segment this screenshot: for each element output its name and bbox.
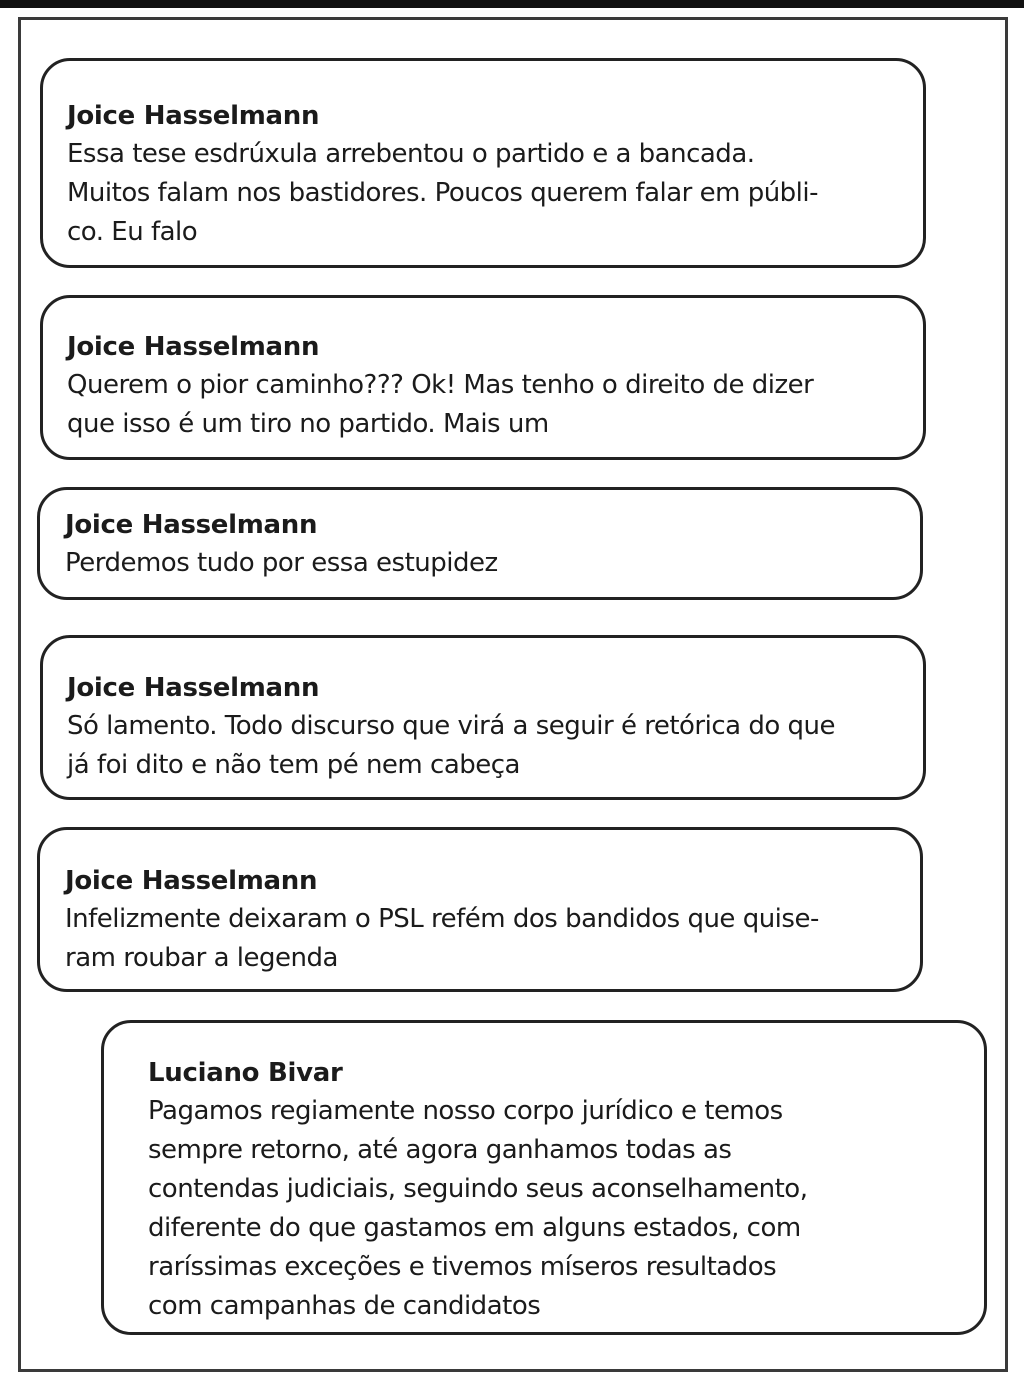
message-author: Joice Hasselmann xyxy=(67,332,320,362)
message-text xyxy=(65,900,896,978)
message-line: Perdemos tudo por essa estupidez xyxy=(65,548,498,578)
message-line: Pagamos regiamente nosso corpo jurídico e temos xyxy=(148,1096,783,1126)
message-line: Só lamento. Todo discurso que virá a seguir é retórica do que xyxy=(67,711,835,741)
message-line: co. Eu falo xyxy=(67,217,198,247)
message-line: diferente do que gastamos em alguns estados, com xyxy=(148,1213,801,1243)
message-line: raríssimas exceções e tivemos míseros resultados xyxy=(148,1252,777,1282)
message-text xyxy=(67,135,899,252)
message-line: sempre retorno, até agora ganhamos todas as xyxy=(148,1135,732,1165)
message-author: Joice Hasselmann xyxy=(67,101,320,131)
message-bubble xyxy=(37,827,923,992)
message-text xyxy=(67,707,899,785)
message-text xyxy=(148,1092,960,1326)
reply-bubble xyxy=(101,1020,987,1335)
message-line: com campanhas de candidatos xyxy=(148,1291,541,1321)
message-bubble xyxy=(40,635,926,800)
message-bubble xyxy=(40,295,926,460)
message-author: Joice Hasselmann xyxy=(65,510,318,540)
message-bubble xyxy=(40,58,926,268)
message-text xyxy=(67,366,899,444)
message-line: que isso é um tiro no partido. Mais um xyxy=(67,409,549,439)
message-line: Essa tese esdrúxula arrebentou o partido e a bancada. xyxy=(67,139,755,169)
top-border xyxy=(0,0,1024,8)
message-line: Infelizmente deixaram o PSL refém dos bandidos que quise- xyxy=(65,904,819,934)
message-line: contendas judiciais, seguindo seus aconselhamento, xyxy=(148,1174,808,1204)
message-bubble xyxy=(37,487,923,600)
message-author: Joice Hasselmann xyxy=(67,673,320,703)
message-author: Joice Hasselmann xyxy=(65,866,318,896)
message-line: já foi dito e não tem pé nem cabeça xyxy=(67,750,520,780)
message-line: Querem o pior caminho??? Ok! Mas tenho o direito de dizer xyxy=(67,370,814,400)
message-text xyxy=(65,544,896,583)
message-line: ram roubar a legenda xyxy=(65,943,338,973)
message-author: Luciano Bivar xyxy=(148,1058,343,1088)
message-line: Muitos falam nos bastidores. Poucos querem falar em públi- xyxy=(67,178,819,208)
